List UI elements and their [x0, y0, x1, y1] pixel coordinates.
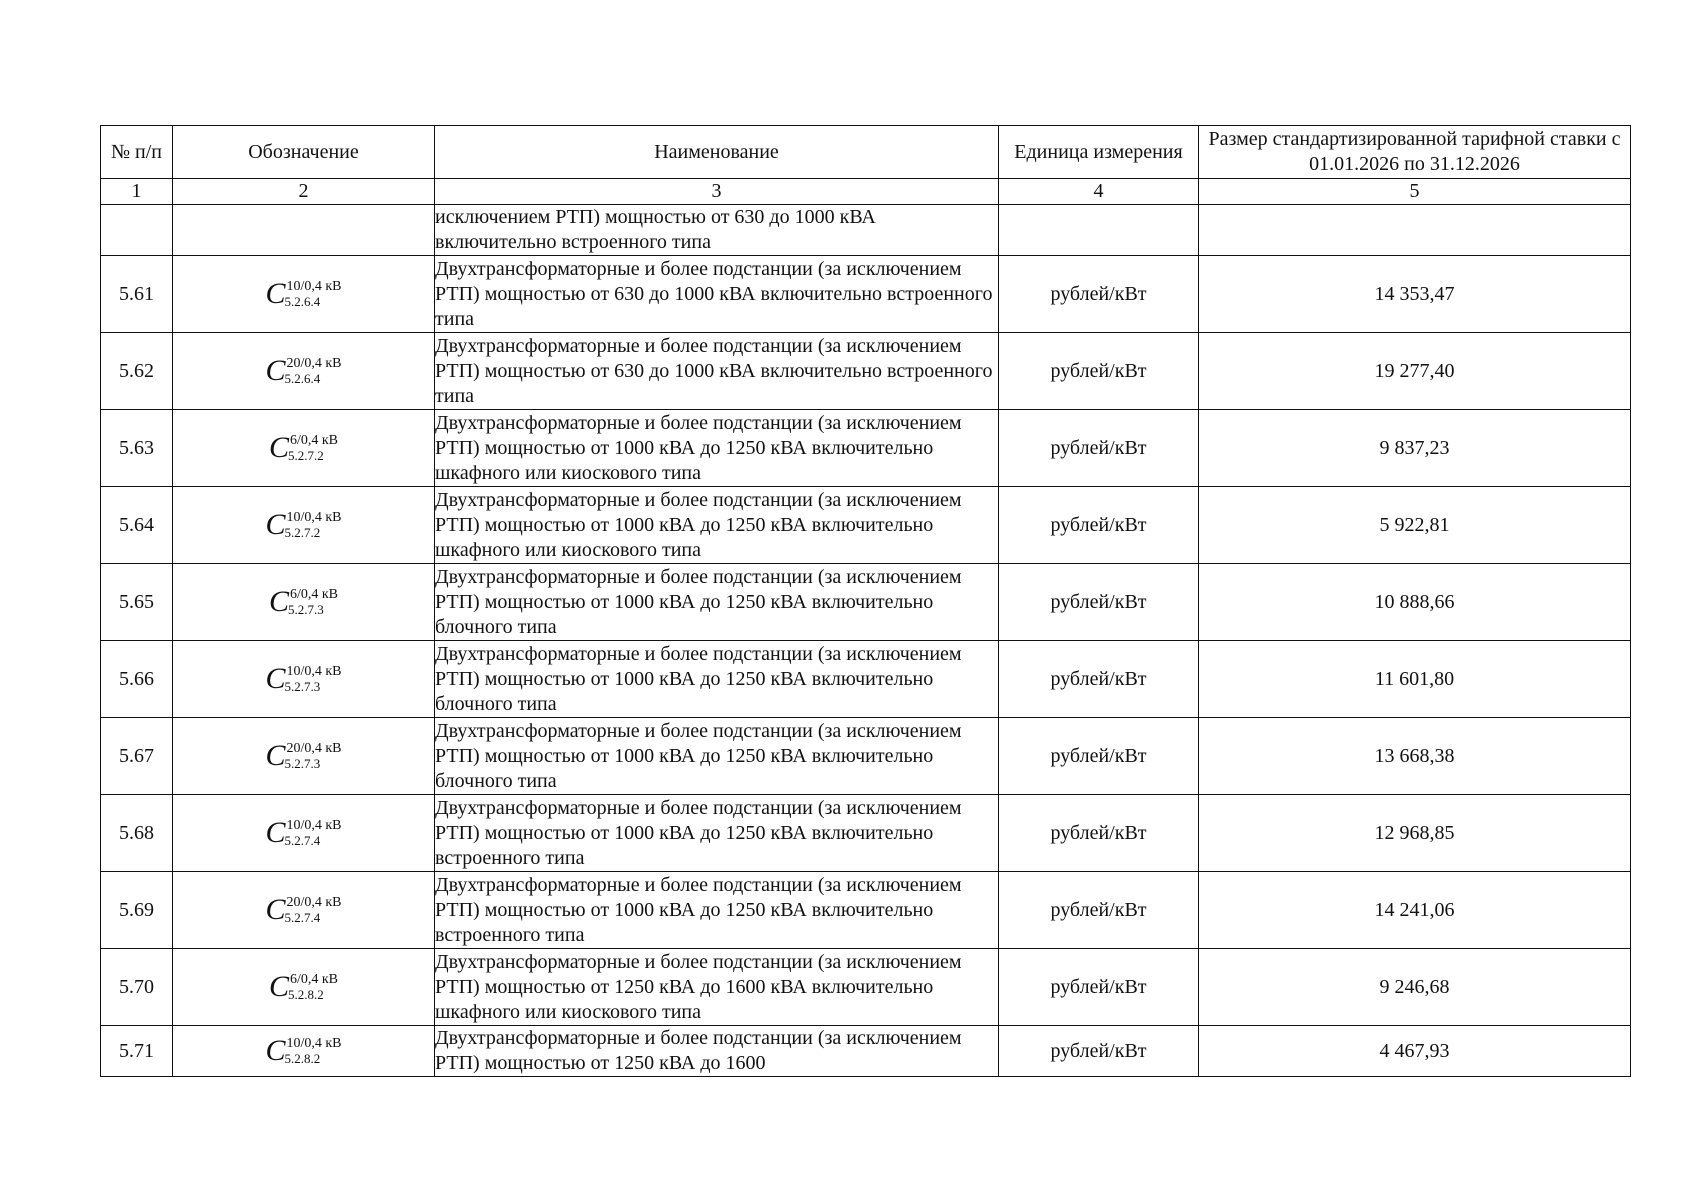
cell-value: [1199, 205, 1631, 256]
symbol-superscript: 6/0,4 кВ: [289, 433, 339, 448]
table-row: [101, 333, 1631, 410]
cell-unit: рублей/кВт: [999, 641, 1199, 718]
cell-value: 9 246,68: [1199, 949, 1631, 1026]
cell-value: 12 968,85: [1199, 795, 1631, 872]
cell-no: 5.64: [101, 487, 173, 564]
column-number: 3: [435, 179, 999, 205]
cell-designation: [173, 718, 435, 795]
symbol-superscript: 20/0,4 кВ: [286, 895, 342, 910]
cell-designation: [173, 1026, 435, 1077]
cell-no: 5.67: [101, 718, 173, 795]
cell-name: Двухтрансформаторные и более подстанции (за исключением РТП) мощностью от 630 до 1000 кВА включительно встроенного типа: [435, 256, 999, 333]
symbol-subscript: 5.2.7.3: [284, 756, 321, 771]
symbol-scripts: [287, 431, 339, 463]
symbol-subscript: 5.2.7.4: [284, 910, 321, 925]
symbol-scripts: [286, 739, 341, 771]
cell-name: Двухтрансформаторные и более подстанции (за исключением РТП) мощностью от 1000 кВА до 1250 кВА включительно блочного типа: [435, 718, 999, 795]
tariff-symbol: [265, 1034, 341, 1068]
tariff-symbol: [269, 970, 338, 1004]
cell-no: 5.68: [101, 795, 173, 872]
table-row: [101, 487, 1631, 564]
symbol-subscript: 5.2.7.3: [284, 679, 321, 694]
symbol-subscript: 5.2.7.4: [284, 833, 321, 848]
symbol-superscript: 10/0,4 кВ: [286, 279, 342, 294]
tariff-symbol: [265, 739, 341, 773]
table-header-row: [101, 126, 1631, 179]
tariff-symbol: [265, 893, 341, 927]
symbol-base: C: [268, 970, 289, 1003]
symbol-subscript: 5.2.8.2: [287, 987, 324, 1002]
symbol-superscript: 6/0,4 кВ: [289, 972, 339, 987]
symbol-base: C: [265, 277, 286, 310]
cell-name: Двухтрансформаторные и более подстанции (за исключением РТП) мощностью от 1250 кВА до 1600 кВА включительно шкафного или киоскового типа: [435, 949, 999, 1026]
symbol-subscript: 5.2.6.4: [284, 294, 321, 309]
cell-name: Двухтрансформаторные и более подстанции (за исключением РТП) мощностью от 1000 кВА до 1250 кВА включительно встроенного типа: [435, 795, 999, 872]
cell-designation: [173, 641, 435, 718]
cell-designation: [173, 333, 435, 410]
table-row: [101, 795, 1631, 872]
cell-value: 10 888,66: [1199, 564, 1631, 641]
cell-designation: [173, 564, 435, 641]
header-value: Размер стандартизированной тарифной ставки с 01.01.2026 по 31.12.2026: [1199, 126, 1631, 179]
tariff-symbol: [265, 277, 341, 311]
tariff-symbol: [269, 585, 338, 619]
symbol-scripts: [286, 508, 341, 540]
symbol-scripts: [286, 354, 341, 386]
symbol-scripts: [286, 1034, 341, 1066]
cell-no: 5.61: [101, 256, 173, 333]
cell-unit: рублей/кВт: [999, 1026, 1199, 1077]
cell-unit: рублей/кВт: [999, 795, 1199, 872]
symbol-base: C: [268, 431, 289, 464]
cell-no: 5.70: [101, 949, 173, 1026]
column-number-row: [101, 179, 1631, 205]
cell-value: 14 353,47: [1199, 256, 1631, 333]
tariff-symbol: [265, 662, 341, 696]
symbol-scripts: [286, 816, 341, 848]
symbol-scripts: [287, 970, 339, 1002]
tariff-table: [100, 125, 1631, 1077]
cell-unit: рублей/кВт: [999, 487, 1199, 564]
symbol-base: C: [268, 585, 289, 618]
symbol-subscript: 5.2.6.4: [284, 371, 321, 386]
column-number: 4: [999, 179, 1199, 205]
table-row: [101, 949, 1631, 1026]
symbol-superscript: 10/0,4 кВ: [286, 818, 342, 833]
tariff-symbol: [265, 354, 341, 388]
cell-name: Двухтрансформаторные и более подстанции (за исключением РТП) мощностью от 1000 кВА до 1250 кВА включительно встроенного типа: [435, 872, 999, 949]
cell-no: 5.71: [101, 1026, 173, 1077]
cell-name: Двухтрансформаторные и более подстанции (за исключением РТП) мощностью от 1000 кВА до 1250 кВА включительно блочного типа: [435, 564, 999, 641]
cell-name: Двухтрансформаторные и более подстанции (за исключением РТП) мощностью от 630 до 1000 кВА включительно встроенного типа: [435, 333, 999, 410]
table-row: [101, 256, 1631, 333]
symbol-scripts: [286, 277, 341, 309]
symbol-scripts: [286, 662, 341, 694]
table-row: [101, 872, 1631, 949]
cell-designation: [173, 256, 435, 333]
symbol-superscript: 10/0,4 кВ: [286, 664, 342, 679]
symbol-subscript: 5.2.8.2: [284, 1051, 321, 1066]
cell-no: [101, 205, 173, 256]
symbol-superscript: 10/0,4 кВ: [286, 510, 342, 525]
cell-unit: рублей/кВт: [999, 872, 1199, 949]
cell-value: 11 601,80: [1199, 641, 1631, 718]
cell-no: 5.69: [101, 872, 173, 949]
cell-name: Двухтрансформаторные и более подстанции (за исключением РТП) мощностью от 1250 кВА до 1600: [435, 1026, 999, 1077]
cell-no: 5.66: [101, 641, 173, 718]
cell-no: 5.62: [101, 333, 173, 410]
continuation-row: [101, 205, 1631, 256]
cell-value: 13 668,38: [1199, 718, 1631, 795]
table-body: [101, 205, 1631, 1077]
cell-name: исключением РТП) мощностью от 630 до 1000 кВА включительно встроенного типа: [435, 205, 999, 256]
cell-designation: [173, 410, 435, 487]
cell-unit: рублей/кВт: [999, 333, 1199, 410]
table-row: [101, 410, 1631, 487]
symbol-subscript: 5.2.7.2: [287, 448, 324, 463]
cell-designation: [173, 872, 435, 949]
cell-unit: рублей/кВт: [999, 949, 1199, 1026]
cell-name: Двухтрансформаторные и более подстанции (за исключением РТП) мощностью от 1000 кВА до 1250 кВА включительно шкафного или киоскового типа: [435, 410, 999, 487]
symbol-scripts: [287, 585, 339, 617]
cell-value: 19 277,40: [1199, 333, 1631, 410]
symbol-superscript: 6/0,4 кВ: [289, 587, 339, 602]
cell-no: 5.63: [101, 410, 173, 487]
cell-name: Двухтрансформаторные и более подстанции (за исключением РТП) мощностью от 1000 кВА до 1250 кВА включительно шкафного или киоскового типа: [435, 487, 999, 564]
cell-value: 9 837,23: [1199, 410, 1631, 487]
symbol-subscript: 5.2.7.2: [284, 525, 321, 540]
symbol-base: C: [265, 1034, 286, 1067]
table-row: [101, 564, 1631, 641]
header-name: Наименование: [435, 126, 999, 179]
header-unit: Единица измерения: [999, 126, 1199, 179]
cell-value: 5 922,81: [1199, 487, 1631, 564]
symbol-scripts: [286, 893, 341, 925]
symbol-base: C: [265, 354, 286, 387]
tariff-symbol: [269, 431, 338, 465]
table-row: [101, 641, 1631, 718]
table-row: [101, 1026, 1631, 1077]
cell-designation: [173, 795, 435, 872]
table-row: [101, 718, 1631, 795]
cell-designation: [173, 487, 435, 564]
symbol-base: C: [265, 508, 286, 541]
cell-unit: рублей/кВт: [999, 410, 1199, 487]
symbol-subscript: 5.2.7.3: [287, 602, 324, 617]
symbol-superscript: 10/0,4 кВ: [286, 1036, 342, 1051]
cell-value: 14 241,06: [1199, 872, 1631, 949]
symbol-base: C: [265, 816, 286, 849]
cell-unit: рублей/кВт: [999, 718, 1199, 795]
cell-unit: [999, 205, 1199, 256]
column-number: 2: [173, 179, 435, 205]
symbol-base: C: [265, 893, 286, 926]
cell-name: Двухтрансформаторные и более подстанции (за исключением РТП) мощностью от 1000 кВА до 1250 кВА включительно блочного типа: [435, 641, 999, 718]
symbol-base: C: [265, 739, 286, 772]
column-number: 5: [1199, 179, 1631, 205]
tariff-symbol: [265, 508, 341, 542]
symbol-superscript: 20/0,4 кВ: [286, 741, 342, 756]
symbol-superscript: 20/0,4 кВ: [286, 356, 342, 371]
cell-unit: рублей/кВт: [999, 256, 1199, 333]
symbol-base: C: [265, 662, 286, 695]
cell-designation: [173, 205, 435, 256]
cell-no: 5.65: [101, 564, 173, 641]
cell-designation: [173, 949, 435, 1026]
header-no: № п/п: [101, 126, 173, 179]
tariff-symbol: [265, 816, 341, 850]
column-number: 1: [101, 179, 173, 205]
cell-value: 4 467,93: [1199, 1026, 1631, 1077]
cell-unit: рублей/кВт: [999, 564, 1199, 641]
header-designation: Обозначение: [173, 126, 435, 179]
